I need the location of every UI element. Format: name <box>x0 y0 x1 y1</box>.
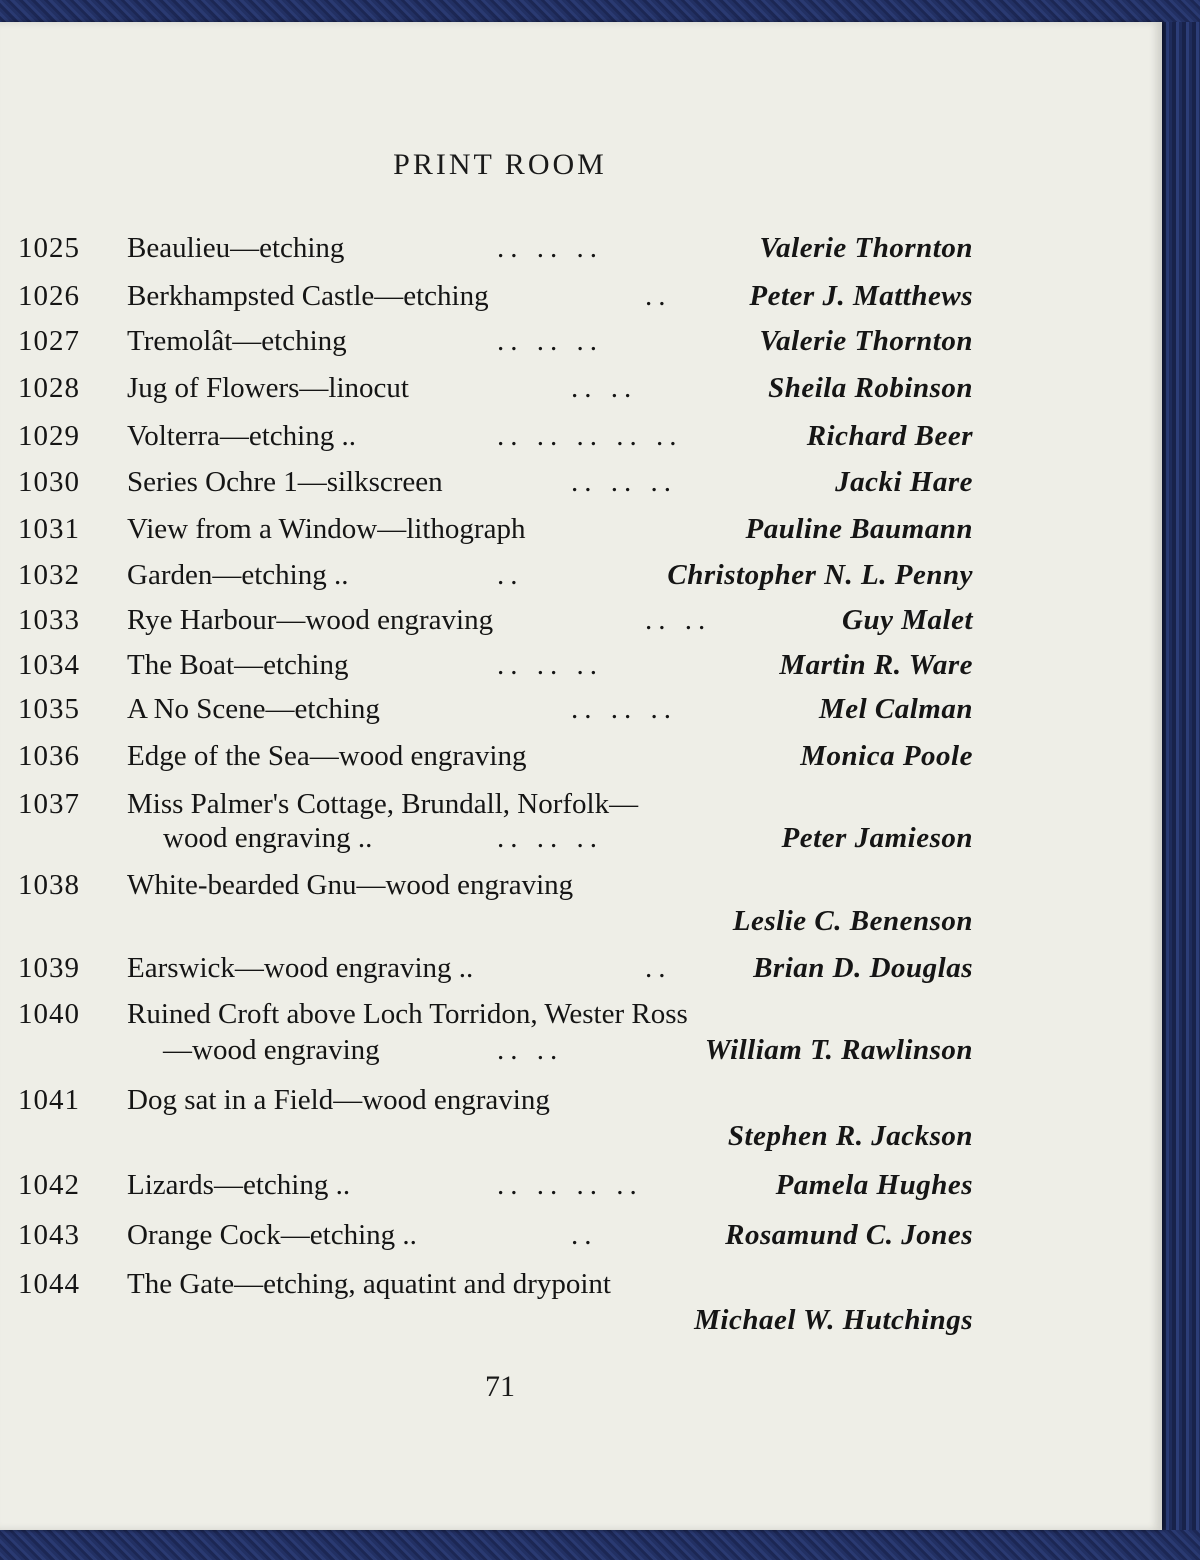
entry-work: Tremolât—etching <box>127 325 347 357</box>
entry-artist: Michael W. Hutchings <box>694 1304 973 1336</box>
entry-number: 1034 <box>18 649 80 681</box>
entry-number: 1026 <box>18 280 80 312</box>
entry-work: View from a Window—lithograph <box>127 513 526 545</box>
entry-work: The Boat—etching <box>127 649 349 681</box>
entry-artist: Rosamund C. Jones <box>725 1219 973 1251</box>
entry-work: A No Scene—etching <box>127 693 380 725</box>
entry-artist: Richard Beer <box>806 420 973 452</box>
entry-work: White-bearded Gnu—wood engraving <box>127 869 574 901</box>
entry-artist: William T. Rawlinson <box>704 1034 973 1066</box>
entry-leader: .. <box>645 952 672 984</box>
entry-leader: .. .. .. <box>497 232 603 264</box>
entry-number: 1042 <box>18 1169 80 1201</box>
entry-number: 1030 <box>18 466 80 498</box>
entry-artist: Mel Calman <box>818 693 973 725</box>
entry-number: 1044 <box>18 1268 80 1300</box>
entry-work-continued: wood engraving .. <box>163 822 373 854</box>
entry-leader: .. <box>571 1219 598 1251</box>
entry-work: Earswick—wood engraving .. <box>127 952 474 984</box>
entry-number: 1040 <box>18 998 80 1030</box>
cover-edge <box>1162 22 1200 1530</box>
entry-number: 1027 <box>18 325 80 357</box>
entry-number: 1043 <box>18 1219 80 1251</box>
entry-number: 1029 <box>18 420 80 452</box>
entry-leader: .. .. .. <box>571 693 677 725</box>
entry-work: Garden—etching .. <box>127 559 349 591</box>
entry-work: Dog sat in a Field—wood engraving <box>127 1084 550 1116</box>
entry-number: 1031 <box>18 513 80 545</box>
entry-work: Orange Cock—etching .. <box>127 1219 417 1251</box>
entry-artist: Guy Malet <box>842 604 973 636</box>
entry-work: Volterra—etching .. <box>127 420 356 452</box>
entry-work: Jug of Flowers—linocut <box>127 372 409 404</box>
entry-work: Edge of the Sea—wood engraving <box>127 740 527 772</box>
entry-number: 1025 <box>18 232 80 264</box>
entry-work: Series Ochre 1—silkscreen <box>127 466 443 498</box>
entry-leader: .. .. .. <box>497 649 603 681</box>
entry-work: Ruined Croft above Loch Torridon, Wester Ross <box>127 998 688 1030</box>
entry-artist: Martin R. Ware <box>779 649 973 681</box>
entry-artist: Stephen R. Jackson <box>727 1120 973 1152</box>
entry-number: 1038 <box>18 869 80 901</box>
entry-artist: Jacki Hare <box>835 466 973 498</box>
entry-leader: .. .. .. .. <box>497 1169 643 1201</box>
entry-artist: Monica Poole <box>800 740 973 772</box>
entry-artist: Sheila Robinson <box>768 372 973 404</box>
entry-number: 1036 <box>18 740 80 772</box>
entry-work: Rye Harbour—wood engraving <box>127 604 494 636</box>
entry-number: 1028 <box>18 372 80 404</box>
page-number: 71 <box>485 1370 515 1403</box>
entry-number: 1039 <box>18 952 80 984</box>
entry-artist: Peter J. Matthews <box>749 280 973 312</box>
entry-number: 1035 <box>18 693 80 725</box>
entry-artist: Valerie Thornton <box>759 232 973 264</box>
entry-leader: .. .. .. <box>571 466 677 498</box>
entry-work: Lizards—etching .. <box>127 1169 351 1201</box>
entry-work: Beaulieu—etching <box>127 232 345 264</box>
entry-number: 1032 <box>18 559 80 591</box>
entry-work: Miss Palmer's Cottage, Brundall, Norfolk— <box>127 788 639 820</box>
entry-work: Berkhampsted Castle—etching <box>127 280 489 312</box>
entry-artist: Peter Jamieson <box>781 822 973 854</box>
entry-artist: Christopher N. L. Penny <box>667 559 973 591</box>
entry-artist: Leslie C. Benenson <box>732 905 973 937</box>
entry-artist: Pauline Baumann <box>745 513 973 545</box>
entry-leader: .. .. <box>571 372 638 404</box>
entry-number: 1037 <box>18 788 80 820</box>
entry-artist: Valerie Thornton <box>759 325 973 357</box>
entry-leader: .. .. .. <box>497 822 603 854</box>
entry-leader: .. <box>497 559 524 591</box>
entry-leader: .. .. <box>645 604 712 636</box>
entry-leader: .. .. .. .. .. <box>497 420 683 452</box>
page-title: PRINT ROOM <box>393 148 607 181</box>
entry-leader: .. <box>645 280 672 312</box>
entry-leader: .. .. <box>497 1034 564 1066</box>
entry-work-continued: —wood engraving <box>163 1034 380 1066</box>
entry-leader: .. .. .. <box>497 325 603 357</box>
entry-artist: Brian D. Douglas <box>753 952 973 984</box>
entry-work: The Gate—etching, aquatint and drypoint <box>127 1268 611 1300</box>
entry-artist: Pamela Hughes <box>775 1169 973 1201</box>
entry-number: 1033 <box>18 604 80 636</box>
entry-number: 1041 <box>18 1084 80 1116</box>
